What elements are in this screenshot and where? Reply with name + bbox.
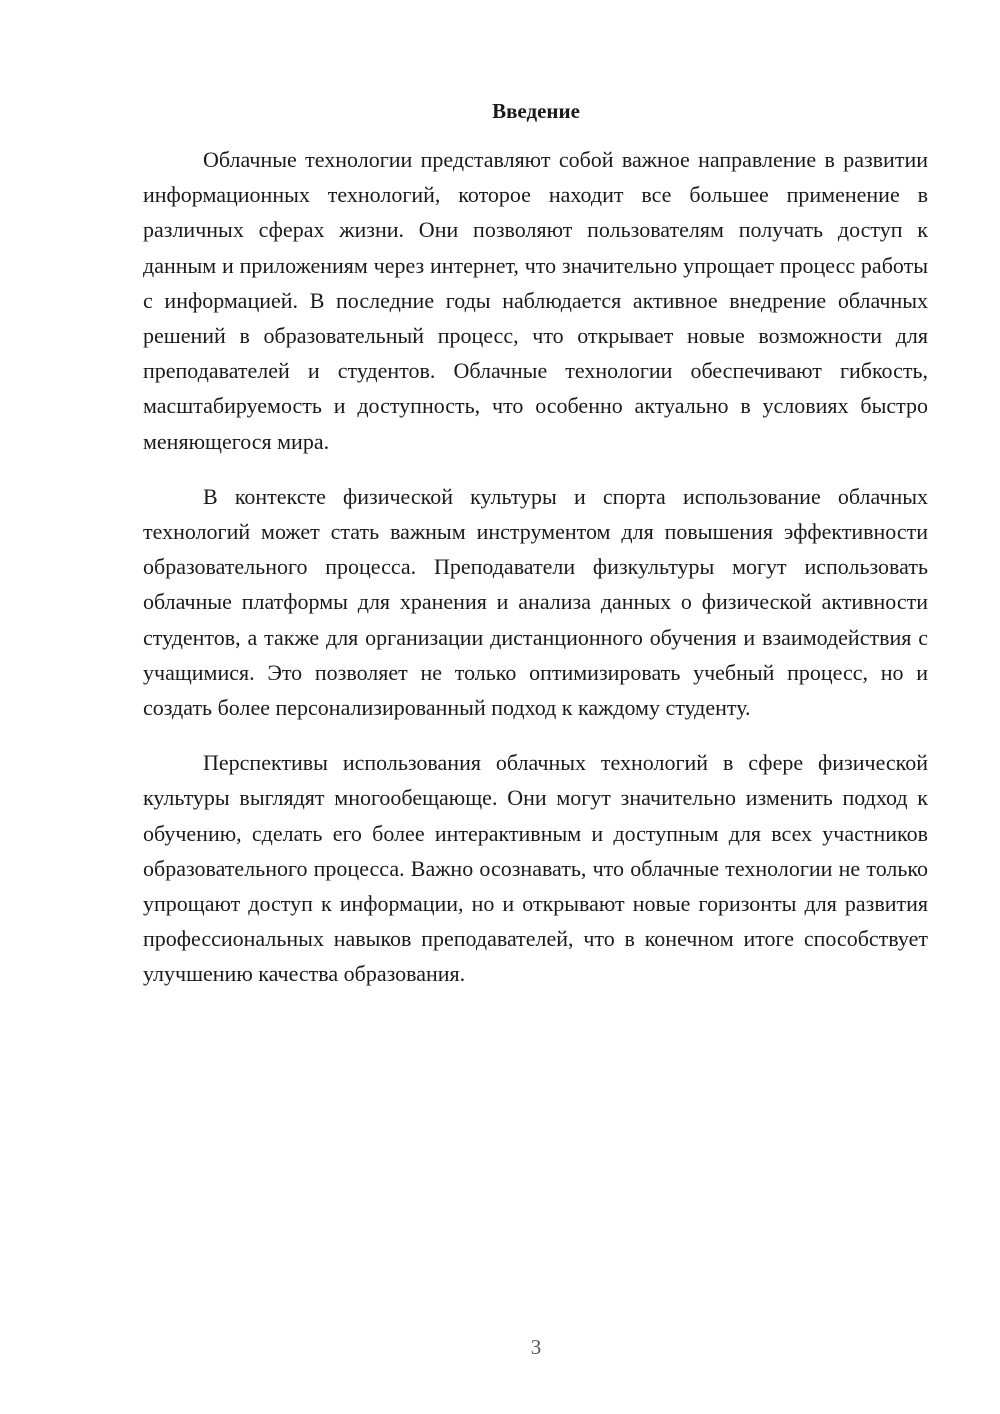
paragraph-2: В контексте физической культуры и спорта использование облачных технологий может стать важным инструментом для повышения эффективности образовательного процесса. Преподаватели физкультуры могут использовать облачные платформы для хранения и анализа данных о физической активности студентов, а также для организации дистанционного обучения и взаимодействия с учащимися. Это позволяет не только оптимизировать учебный процесс, но и создать более персонализированный подход к каждому студенту. xyxy=(143,483,928,721)
section-title: Введение xyxy=(492,99,580,123)
page-number: 3 xyxy=(530,1335,542,1359)
paragraph-3: Перспективы использования облачных технологий в сфере физической культуры выглядят многообещающе. Они могут значительно изменить подход к обучению, сделать его более интерактивным и доступным для всех участников образовательного процесса. Важно осознавать, что облачные технологии не только упрощают доступ к информации, но и открывают новые горизонты для развития профессиональных навыков преподавателей, что в конечном итоге способствует улучшению качества образования. xyxy=(143,750,928,987)
body-text xyxy=(143,142,928,1012)
paragraph-1: Облачные технологии представляют собой важное направление в развитии информационных технологий, которое находит все большее применение в различных сферах жизни. Они позволяют пользователям получать доступ к данным и приложениям через интернет, что значительно упрощает процесс работы с информацией. В последние годы наблюдается активное внедрение облачных решений в образовательный процесс, что открывает новые возможности для преподавателей и студентов. Облачные технологии обеспечивают гибкость, масштабируемость и доступность, что особенно актуально в условиях быстро меняющегося мира. xyxy=(143,147,928,454)
